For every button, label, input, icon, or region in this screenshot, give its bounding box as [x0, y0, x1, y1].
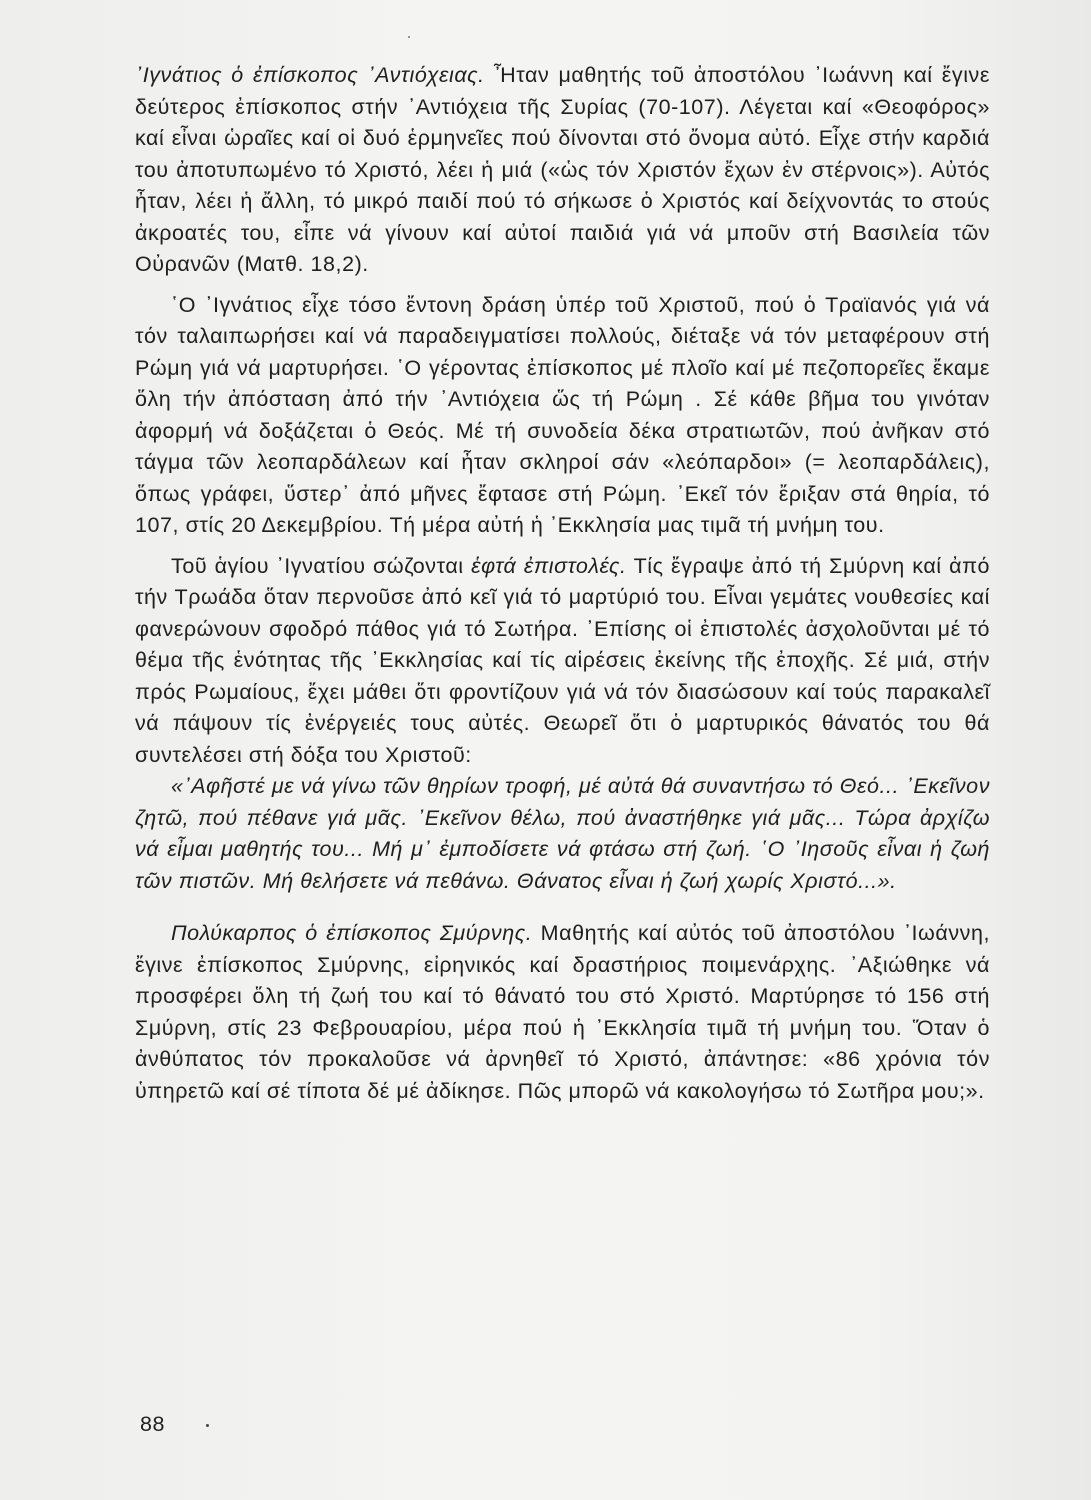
paragraph-polycarp: [135, 918, 990, 1107]
paragraph-ignatius-martyrdom: ῾Ο ᾽Ιγνάτιος εἶχε τόσο ἔντονη δράση ὑπέρ τοῦ Χριστοῦ, πού ὁ Τραϊανός γιά νά τόν ταλαιπωρήσει καί νά παραδειγματίσει πολλούς, διέταξε νά τόν μεταφέρουν στή Ρώμη γιά νά μαρτυρήσει. ῾Ο γέροντας ἐπίσκοπος μέ πλοῖο καί μέ πεζοπορεῖες ἔκαμε ὅλη τήν ἀπόσταση ἀπό τήν ᾽Αντιόχεια ὥς τή Ρώμη . Σέ κάθε βῆμα του γινόταν ἀφορμή νά δοξάζεται ὁ Θεός. Μέ τή συνοδεία δέκα στρατιωτῶν, πού ἀνῆκαν στό τάγμα τῶν λεοπαρδάλεων καί ἦταν σκληροί σάν «λεόπαρδοι» (= λεοπαρδάλεις), ὅπως γράφει, ὕστερ᾽ ἀπό μῆνες ἔφτασε στή Ρώμη. ᾽Εκεῖ τόν ἔριξαν στά θηρία, τό 107, στίς 20 Δεκεμβρίου. Τή μέρα αὐτή ἡ ᾽Εκκλησία μας τιμᾶ τή μνήμη του.: [135, 292, 990, 537]
paper-speck: [206, 1424, 209, 1427]
paragraph-text: Τίς ἔγραψε ἀπό τή Σμύρνη καί ἀπό τήν Τρωάδα ὅταν περνοῦσε ἀπό κεῖ γιά τό μαρτύριό του. Εἶναι γεμάτες νουθεσίες καί φανερώνουν σφοδρό πάθος γιά τό Σωτήρα. ᾽Επίσης οἱ ἐπιστολές ἀσχολοῦνται μέ τό θέμα τῆς ἑνότητας τῆς ᾽Εκκλησίας καί τίς αἱρέσεις ἐκείνης τῆς ἐποχῆς. Σέ μιά, στήν πρός Ρωμαίους, ἔχει μάθει ὅτι φροντίζουν γιά νά τόν διασώσουν καί τούς παρακαλεῖ νά πάψουν τίς ἐνέργειές τους αὐτές. Θεωρεῖ ὅτι ὁ μαρτυρικός θάνατός του θά συντελέσει στή δόξα του Χριστοῦ:: [135, 553, 990, 767]
paragraph-text: Μαθητής καί αὐτός τοῦ ἀποστόλου ᾽Ιωάννη, ἔγινε ἐπίσκοπος Σμύρνης, εἰρηνικός καί δραστήριος ποιμενάρχης. ᾽Αξιώθηκε νά προσφέρει ὅλη τή ζωή του καί τό θάνατό του στό Χριστό. Μαρτύρησε τό 156 στή Σμύρνη, στίς 23 Φεβρουαρίου, μέρα πού ἡ ᾽Εκκλησία τιμᾶ τή μνήμη του. Ὅταν ὁ ἀνθύπατος τόν προκαλοῦσε νά ἀρνηθεῖ τό Χριστό, ἀπάντησε: «86 χρόνια τόν ὑπηρετῶ καί σέ τίποτα δέ μέ ἀδίκησε. Πῶς μπορῶ νά κακολογήσω τό Σωτῆρα μου;».: [135, 921, 990, 1103]
paragraph-ignatius-intro: [135, 60, 990, 281]
entry-heading-ignatius: ᾽Ιγνάτιος ὁ ἐπίσκοπος ᾽Αντιόχειας.: [135, 63, 485, 87]
entry-heading-polycarp: Πολύκαρπος ὁ ἐπίσκοπος Σμύρνης.: [171, 921, 533, 945]
page-number: 88: [140, 1412, 165, 1436]
body-text: [135, 60, 990, 1107]
paragraph-text: Τοῦ ἁγίου ᾽Ιγνατίου σώζονται: [171, 553, 472, 578]
paragraph-ignatius-letters: [135, 551, 990, 772]
paragraph-text: Ἦταν μαθητής τοῦ ἀποστόλου ᾽Ιωάννη καί ἔγινε δεύτερος ἐπίσκοπος στήν ᾽Αντιόχεια τῆς Συρίας (70-107). Λέγεται καί «Θεοφόρος» καί εἶναι ὡραῖες καί οἱ δυό ἑρμηνεῖες πού δίνονται στό ὄνομα αὐτό. Εἶχε στήν καρδιά του ἀποτυπωμένο τό Χριστό, λέει ἡ μιά («ὡς τόν Χριστόν ἔχων ἐν στέρνοις»). Αὐτός ἦταν, λέει ἡ ἄλλη, τό μικρό παιδί πού τό σήκωσε ὁ Χριστός καί δείχνοντάς το στούς ἀκροατές του, εἶπε νά γίνουν καί αὐτοί παιδιά γιά νά μποῦν στή Βασιλεία τῶν Οὐρανῶν (Ματθ. 18,2).: [135, 63, 990, 276]
paper-speck: [408, 36, 410, 38]
quotation-ignatius: «᾽Αφῆστέ με νά γίνω τῶν θηρίων τροφή, μέ αὐτά θά συναντήσω τό Θεό... ᾽Εκεῖνον ζητῶ, πού πέθανε γιά μᾶς. ᾽Εκεῖνον θέλω, πού ἀναστήθηκε γιά μᾶς... Τώρα ἀρχίζω νά εἶμαι μαθητής του... Μή μ᾽ ἐμποδίσετε νά φτάσω στή ζωή. ῾Ο ᾽Ιησοῦς εἶναι ἡ ζωή τῶν πιστῶν. Μή θελήσετε νά πεθάνω. Θάνατος εἶναι ἡ ζωή χωρίς Χριστό...».: [135, 774, 990, 893]
emphasis-seven-letters: ἑφτά ἐπιστολές.: [471, 553, 627, 578]
